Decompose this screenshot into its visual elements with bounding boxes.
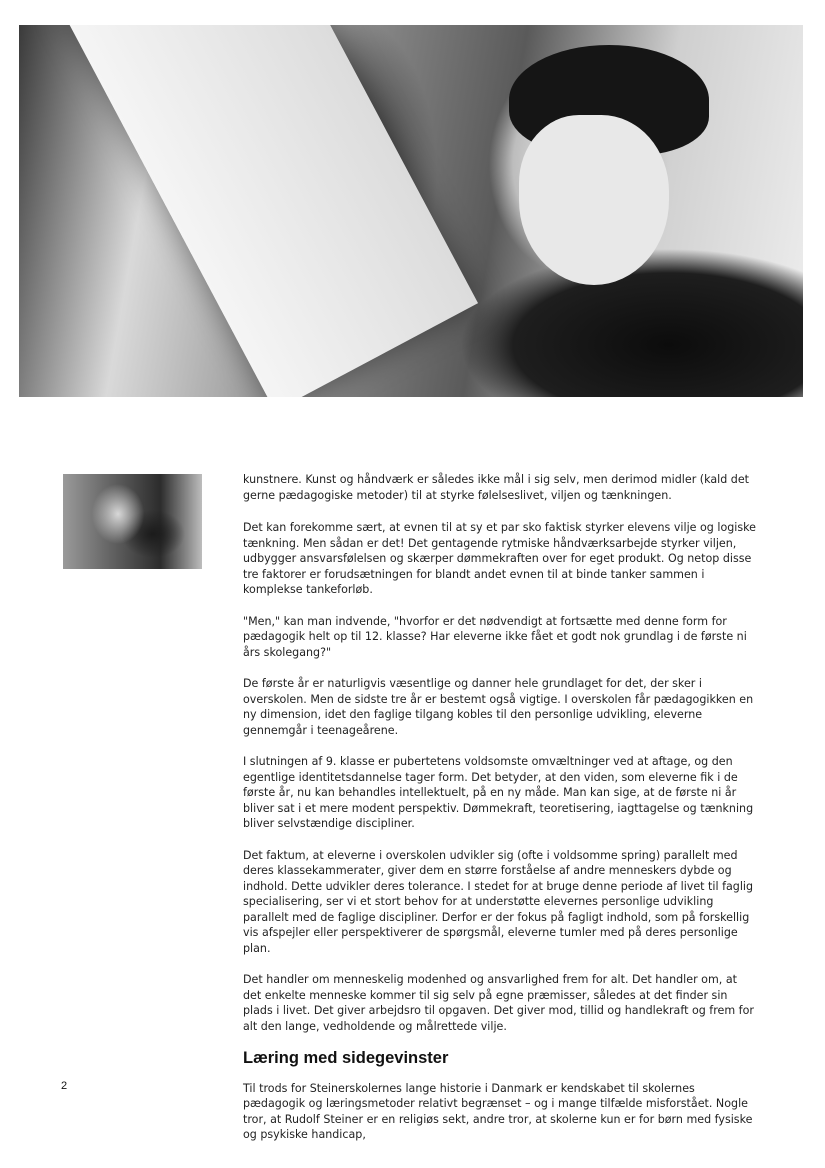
article-body	[243, 472, 758, 1159]
section-heading: Læring med sidegevinster	[243, 1049, 449, 1067]
page-number: 2	[61, 1080, 68, 1092]
hero-photo-easel	[59, 25, 478, 397]
paragraph: Det kan forekomme sært, at evnen til at sy et par sko faktisk styrker elevens vilje og logiske tænkning. Men sådan er det! Det gentagende rytmiske håndværksarbejde styrker viljen, udbygger ansvarsfølelsen og skærper dømmekraften over for eget produkt. Og netop disse tre faktorer er forudsætningen for blandt andet evnen til at binde tanker sammen i komplekse tankeforløb.	[243, 521, 756, 596]
paragraph: "Men," kan man indvende, "hvorfor er det nødvendigt at fortsætte med denne form for pædagogik helt op til 12. klasse? Har eleverne ikke fået et godt nok grundlag i de første ni års skolegang?"	[243, 614, 747, 659]
hero-photo-student-face	[519, 115, 669, 285]
paragraph: Til trods for Steinerskolernes lange historie i Danmark er kendskabet til skolernes pædagogik og læringsmetoder relativt begrænset – og i mange tilfælde misforstået. Nogle tror, at Rudolf Steiner er en religiøs sekt, andre tror, at skolerne kun er for børn med fysiske og psykiske handicap,	[243, 1081, 753, 1141]
paragraph: I slutningen af 9. klasse er pubertetens voldsomste omvæltninger ved at aftage, og den egentlige identitetsdannelse tager form. Det betyder, at den viden, som eleverne fik i de første år, nu kan behandles intellektuelt, på en ny måde. Man kan sige, at de første ni år bliver sat i et mere modent perspektiv. Dømmekraft, teoretisering, iagttagelse og tænkning bliver selvstændige discipliner.	[243, 755, 754, 830]
paragraph: kunstnere. Kunst og håndværk er således ikke mål i sig selv, men derimod midler (kald det gerne pædagogiske metoder) til at styrke følelseslivet, viljen og tænkningen.	[243, 473, 750, 502]
thumbnail-photo	[63, 474, 202, 569]
paragraph: De første år er naturligvis væsentlige og danner hele grundlaget for det, der sker i overskolen. Men de sidste tre år er bestemt også vigtige. I overskolen får pædagogikken en ny dimension, idet den faglige tilgang kobles til den personlige udvikling, eleverne gennemgår i teenageårene.	[243, 677, 754, 737]
paragraph: Det handler om menneskelig modenhed og ansvarlighed frem for alt. Det handler om, at det enkelte menneske kommer til sig selv på egne præmisser, således at det finder sin plads i livet. Det giver arbejdsro til opgaven. Det giver mod, tillid og handlekraft og frem for alt den lange, vedholdende og målrettede vilje.	[243, 973, 754, 1033]
paragraph: Det faktum, at eleverne i overskolen udvikler sig (ofte i voldsomme spring) parallelt med deres klassekammerater, giver dem en større forståelse af andre menneskers dybde og indhold. Dette udvikler deres tolerance. I stedet for at bruge denne periode af livet til faglig specialisering, ser vi et stort behov for at understøtte elevernes personlige udvikling parallelt med de faglige discipliner. Derfor er der fokus på fagligt indhold, som på forskellig vis afspejler eller perspektiverer de spørgsmål, eleverne tumler med på deres personlige plan.	[243, 848, 754, 955]
hero-photo	[19, 25, 803, 397]
